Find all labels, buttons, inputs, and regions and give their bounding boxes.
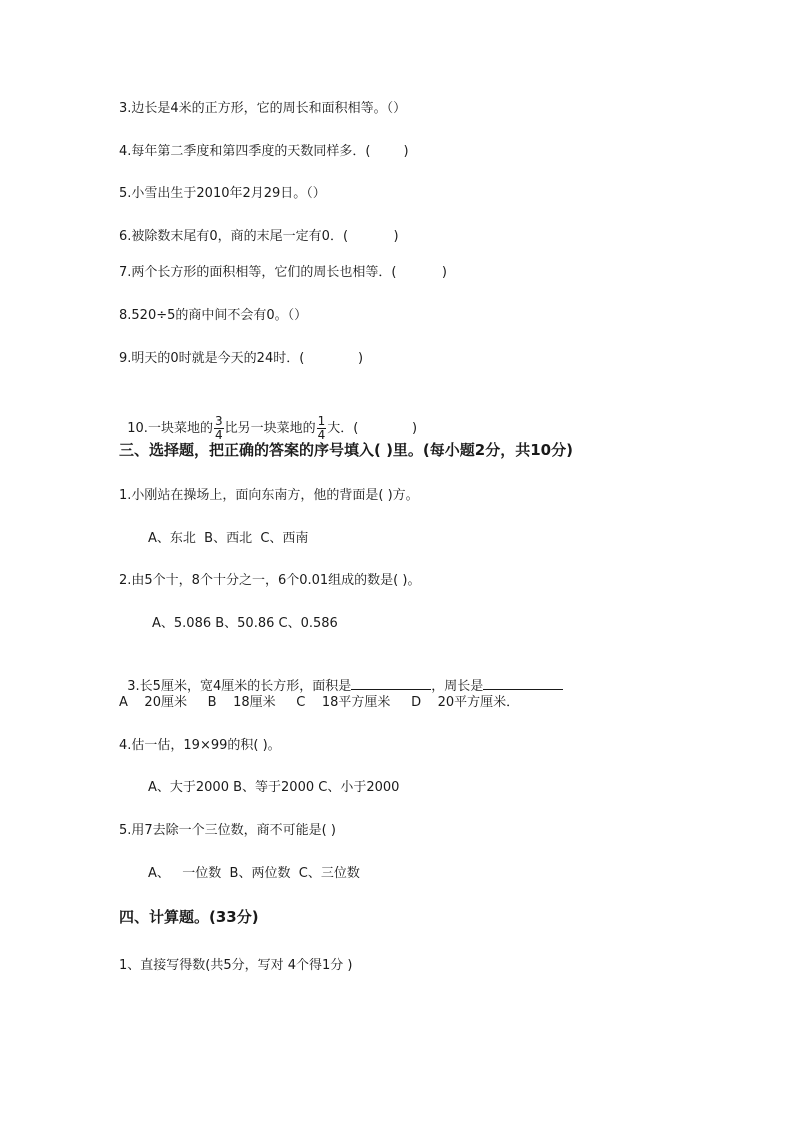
- fraction-three-quarters: [214, 415, 224, 442]
- judgement-q4: 4.每年第二季度和第四季度的天数同样多．( ): [119, 144, 409, 159]
- calc-q1: 1、直接写得数(共5分，写对 4个得1分 ): [119, 958, 353, 973]
- judgement-q3: 3.边长是4米的正方形，它的周长和面积相等。（）: [119, 101, 407, 116]
- q3-prefix: 3.长5厘米，宽4厘米的长方形，面积是: [127, 679, 352, 694]
- judgement-q5: 5.小雪出生于2010年2月29日。（）: [119, 186, 326, 201]
- fraction-denominator: 4: [214, 428, 223, 442]
- answer-blank[interactable]: [483, 677, 563, 690]
- q10-suffix: 大．( ): [327, 421, 418, 436]
- fraction-denominator: 4: [317, 428, 326, 442]
- choice-q3-options: A 20厘米 B 18厘米 C 18平方厘米 D 20平方厘米．: [119, 695, 520, 710]
- q3-middle: ，周长是: [431, 679, 484, 694]
- section-heading-calc: 四、计算题。(33分): [119, 908, 259, 926]
- fraction-numerator: 1: [317, 414, 326, 428]
- q10-middle: 比另一块菜地的: [224, 421, 316, 436]
- choice-q5-options: A、 一位数 B、两位数 C、三位数: [148, 866, 360, 881]
- choice-q4-options: A、大于2000 B、等于2000 C、小于2000: [148, 780, 400, 795]
- answer-blank[interactable]: [351, 677, 431, 690]
- choice-q2: 2.由5个十，8个十分之一，6个0.01组成的数是( )。: [119, 573, 421, 588]
- judgement-q6: 6.被除数末尾有0，商的末尾一定有0．( ): [119, 229, 399, 244]
- choice-q1-options: A、东北 B、西北 C、西南: [148, 531, 309, 546]
- judgement-q7: 7.两个长方形的面积相等，它们的周长也相等．( ): [119, 265, 448, 280]
- q10-prefix: 10.一块菜地的: [127, 421, 213, 436]
- choice-q1: 1.小刚站在操场上，面向东南方，他的背面是( )方。: [119, 488, 419, 503]
- choice-q4: 4.估一估，19×99的积( )。: [119, 738, 281, 753]
- judgement-q10: [119, 384, 417, 444]
- fraction-numerator: 3: [214, 414, 223, 428]
- fraction-one-quarter: [317, 415, 327, 442]
- judgement-q8: 8.520÷5的商中间不会有0。（）: [119, 308, 308, 323]
- section-heading-choice: 三、选择题，把正确的答案的序号填入( )里。(每小题2分，共10分): [119, 441, 573, 459]
- judgement-q9: 9.明天的0时就是今天的24时．( ): [119, 351, 364, 366]
- choice-q2-options: A、5.086 B、50.86 C、0.586: [152, 616, 338, 631]
- choice-q5: 5.用7去除一个三位数，商不可能是( ): [119, 823, 336, 838]
- choice-q3: [119, 659, 563, 696]
